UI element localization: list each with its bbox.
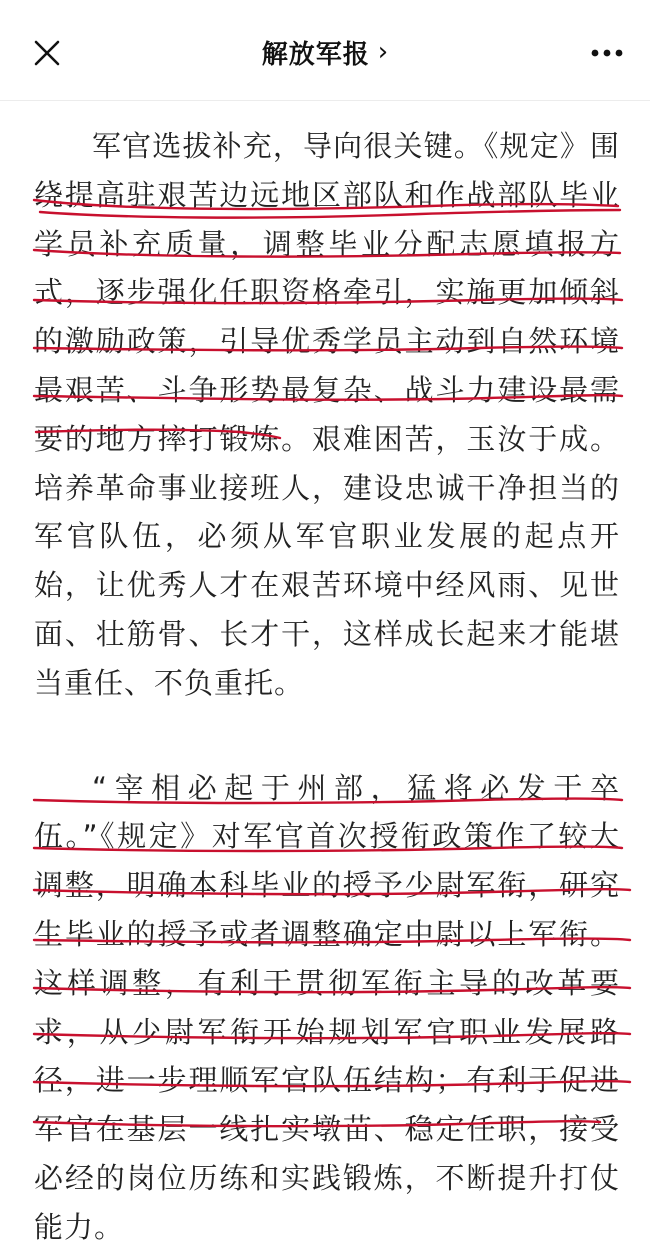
more-button[interactable] [582, 28, 632, 78]
chevron-right-icon: › [377, 37, 389, 67]
article-paragraph: 军官选拔补充，导向很关键。《规定》围绕提高驻艰苦边远地区部队和作战部队毕业学员补充质量，调整毕业分配志愿填报方式，逐步强化任职资格牵引，实施更加倾斜的激励政策，引导优秀学员主动到自然环境最艰苦、斗争形势最复杂、战斗力建设最需要的地方摔打锻炼。艰难困苦，玉汝于成。培养革命事业接班人，建设忠诚干净担当的军官队伍，必须从军官职业发展的起点开始，让优秀人才在艰苦环境中经风雨、见世面、壮筋骨、长才干，这样成长起来才能堪当重任、不负重托。 [34, 129, 620, 700]
more-icon [590, 48, 624, 58]
account-title-link[interactable] [0, 30, 650, 74]
account-title: 解放军报 [261, 39, 370, 70]
article-paragraph: “宰相必起于州部，猛将必发于卒伍。”《规定》对军官首次授衔政策作了较大调整，明确本科毕业的授予少尉军衔，研究生毕业的授予或者调整确定中尉以上军衔。这样调整，有利于贯彻军衔主导的改革要求，从少尉军衔开始规划军官职业发展路径，进一步理顺军官队伍结构；有利于促进军官在基层一线扎实墩苗、稳定任职，接受必经的岗位历练和实践锻炼，不断提升打仗能力。 [34, 770, 620, 1244]
article-body [34, 122, 620, 1252]
top-nav-bar [0, 0, 650, 101]
